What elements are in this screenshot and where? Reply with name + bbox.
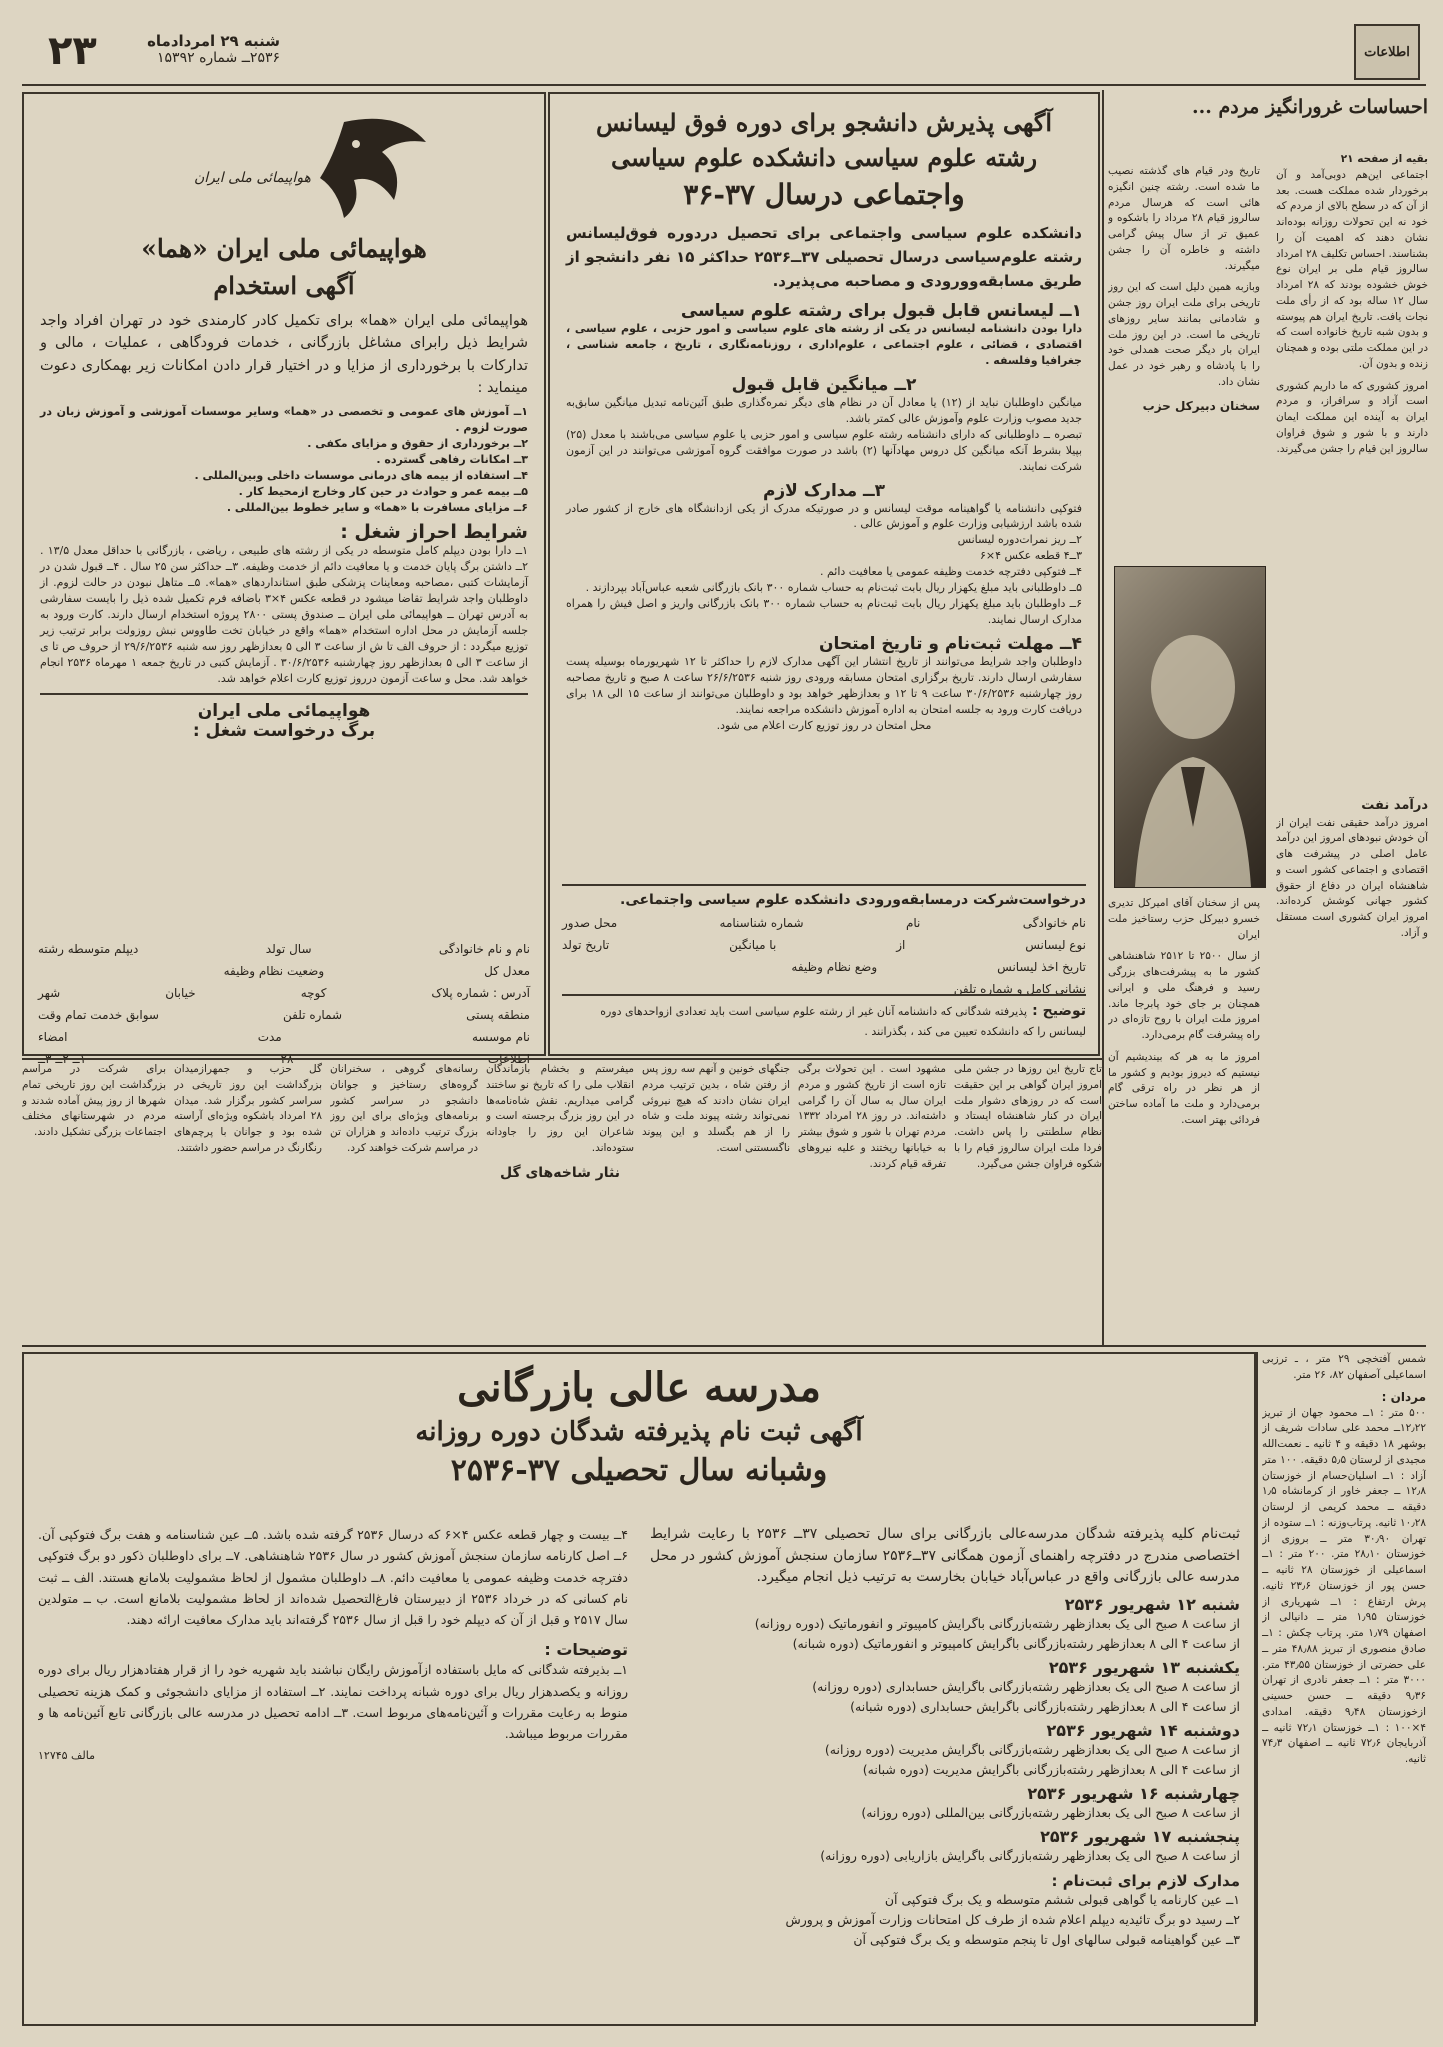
list-item: ۵ــ بیمه عمر و حوادث در حین کار وخارج ازمحیط کار . [238, 484, 528, 498]
commerce-left-col [38, 1524, 628, 2014]
airline-title: هواپیمائی ملی ایران «هما» [141, 234, 427, 263]
ad-politics-s3-title: ۳ــ مدارک لازم [762, 480, 886, 501]
list-item: ۶ــ داوطلبان باید مبلغ یکهزار ریال بابت ثبت‌نام به حساب شماره ۳۰۰ بانک بازرگانی واریز و اصل فیش را همراه مدارک ارسال نمایند. [566, 597, 1082, 627]
list-item: ۲ــ ریز نمرات‌دوره لیسانس [957, 533, 1082, 547]
schedule-day: شنبه ۱۲ شهریور ۲۵۳۶ از ساعت ۸ صبح الی یک بعدازظهر رشته‌بازرگانی باگرایش کامپیوتر و انفورماتیک (دوره روزانه) از ساعت ۴ الی ۸ بعدازظهر رشته‌بازرگانی باگرایش کامپیوتر و انفورماتیک (دوره شبانه) [754, 1595, 1240, 1652]
ad-politics-s1-body: دارا بودن دانشنامه لیسانس در یکی از رشته های علوم سیاسی و امور حزبی ، علوم سیاسی ، اقتصادی ، قضائی ، علوم اجتماعی ، علوم‌اداری ، روزنامه‌نگاری ، تاریخ ، جامعه شناسی ، جغرافیا وفلسفه . [566, 322, 1082, 367]
commerce-intro: ثبت‌نام کلیه پذیرفته شدگان مدرسه‌عالی بازرگانی برای سال تحصیلی ۳۷ــ ۲۵۳۶ با رعایت شرایط اختصاصی مندرج در دفترچه راهنمای آزمون همگانی ۳۷ــ۲۵۳۶ سازمان سنجش آموزش کشور در محل مدرسه عالی بازرگانی واقع در عباس‌آباد خیابان بخارست به ترتیب ذیل انجام میگیرد. [650, 1526, 1240, 1586]
commerce-subtitle-1: آگهی ثبت نام پذیرفته شدگان دوره روزانه [415, 1417, 863, 1447]
commerce-school-ad [22, 1352, 1256, 2026]
form-row: نشانی کامل و شماره تلفن [953, 982, 1086, 996]
news-column: گل حزب و جمهرازمیدان بزرگداشت این روز تاریخی در سراسر کشور برگزار شد. میدان ۲۸ امرداد باشکوه ویژه‌ای آراسته شده بود و جوانان با پرچم‌های رنگارنگ در مراسم حضور داشتند. [174, 1063, 322, 1154]
airline-ad [22, 92, 546, 1056]
list-item: ۳ــ امکانات رفاهی گسترده . [376, 452, 528, 466]
issue-line: ۲۵۳۶ــ شماره ۱۵۳۹۲ [157, 50, 280, 66]
political-science-ad [548, 92, 1100, 1056]
page-header [40, 24, 1420, 82]
sidebar-body-b: تاریخ ودر قیام های گذشته نصیب ما شده است. رشته چنین انگیزه هائی است که هرسال مردم سالروز قیام ۲۸ مرداد را باشکوه و عمیق تر از سال پیش گرامی داشته و خاطره آن را جشن میگیرند. [1108, 165, 1260, 272]
form-row: نام و نام خانوادگی سال تولد دیپلم متوسطه رشته [38, 942, 530, 956]
airline-req-title: شرایط احراز شغل : [340, 521, 528, 544]
airline-benefits [40, 404, 528, 516]
news-column: مشهود است . این تحولات برگی تازه است از تاریخ کشور و مردم ایران سال به سال آن را گرامی داشته‌اند. در روز ۲۸ امرداد ۱۳۳۲ مردم تهران با شور و شوق بیشتر به خیابانها ریختند و علیه نیروهای تفرقه قیام کردند. [798, 1063, 946, 1170]
commerce-notes-title: توضیحات : [544, 1640, 628, 1660]
airline-form [38, 934, 530, 1044]
list-item: ۳ــ عین گواهینامه قبولی سالهای اول تا پنجم متوسطه و یک برگ فتوکپی آن [853, 1932, 1240, 1948]
airline-divider [40, 693, 528, 695]
commerce-docs-title: مدارک لازم برای ثبت‌نام : [1051, 1872, 1240, 1891]
list-item: ۱ــ آموزش های عمومی و تخصصی در «هما» وسایر موسسات آموزشی و آموزش زبان در صورت لزوم . [40, 404, 528, 434]
sidebar-col-right-2 [1276, 796, 1428, 1346]
photo-caption: پس از سخنان آقای امیرکل تدیری خسرو دبیرکل حزب رستاخیز ملت ایران [1108, 897, 1260, 941]
news-column: جنگهای خونین و آنهم سه روز پس از رفتن شاه ، بدین ترتیب مردم ایران نشان دادند که هیچ نیروئی نمی‌تواند رشته پیوند ملت و شاه را از هم بگسلد و این پیوند ناگسستنی است. [642, 1063, 790, 1154]
portrait-icon [1115, 567, 1265, 887]
ad-politics-form-title: درخواست‌شرکت درمسابقه‌ورودی دانشکده علوم سیاسی واجتماعی. [620, 892, 1086, 908]
news-column: رسانه‌های گروهی ، سخنرانان گروه‌های رستاخیز و جوانان دانشجو در سراسر کشور برنامه‌های ویژه‌ای برای این روز بزرگ ترتیب داده‌اند و هزاران تن در مراسم شرکت خواهند کرد. [330, 1063, 478, 1154]
form-row: نوع لیسانس از با میانگین تاریخ تولد [562, 938, 1086, 952]
speaker-photo [1114, 566, 1266, 888]
airline-requirements: ۱ــ دارا بودن دیپلم کامل متوسطه در یکی از رشته های طبیعی ، ریاضی ، بازرگانی با حداقل معدل ۱۳/۵ . ۲ــ داشتن برگ پایان خدمت و یا معافیت دائم از خدمت وظیفه. ۳ــ حداکثر سن ۲۵ سال . ۴ــ قبول شدن در آزمایشات کتبی ،مصاحبه ومعاینات پزشکی طبق استانداردهای «هما». ۵ــ متاهل نبودن در حالت لزوم. از داوطلبان واجد شرایط تقاضا میشود در قطعه عکس ۴×۳ باضافه فرم تکمیل شده ذیل را بایست سفارشی به آدرس تهران ــ هواپیمائی ملی ایران ــ صندوق پستی ۲۸۰۰ پروژه استخدام ارسال دارند. کارت ورود به جلسه آزمایش در محل اداره استخدام «هما» واقع در خیابان تخت طاووس نبش روزولت برابر ترتیب زیر توزیع میگردد : از حروف الف تا ش از ساعت ۳ الی ۵ بعدازظهر روز سه شنبه ۲۹/۶/۲۵۳۶ از حروف ص تا ی از ساعت ۳ الی ۵ بعدازظهر روز چهارشنبه ۳۰/۶/۲۵۳۶ . آزمایش کتبی در تاریخ جمعه ۱ مهرماه ۲۵۳۶ انجام خواهد شد. محل و ساعت آزمون درروز توزیع کارت اعلام خواهد شد. [40, 544, 529, 685]
commerce-right-col [650, 1524, 1240, 2014]
issue-info [40, 28, 280, 78]
homa-logo [194, 104, 434, 224]
header-rule [22, 84, 1426, 86]
news-col-title: نثار شاخه‌های گل [499, 1164, 621, 1181]
form-row: معدل کل وضعیت نظام وظیفه [223, 964, 530, 978]
ad-politics-s2-body: میانگین داوطلبان نباید از (۱۲) یا معادل آن در نظام های دیگر نمره‌گذاری طبق آئین‌نامه تبدیل میانگین سابق‌به جدید مصوب وزارت علوم وآموزش عالی کمتر باشد. [566, 395, 1082, 425]
sports-title: مردان : [1381, 1389, 1426, 1404]
news-column: تاج تاریخ این روزها در جشن ملی امروز ایران گواهی بر این حقیقت است که در روزهای دشوار ملت ایران در کنار شاهنشاه ایستاد و نظام سلطنتی را پاس داشت. فردا ملت ایران سالروز قیام را با شکوه فراوان جشن می‌گیرد. [954, 1063, 1102, 1170]
homa-bird-icon [194, 104, 434, 224]
sports-top: شمس آفتخچی ۲۹ متر ، ـ ترزبی اسماعیلی آصفهان ۸۲، ۲۶ متر. [1262, 1353, 1426, 1381]
sidebar-col-right [1276, 152, 1428, 792]
commerce-ref: مالف ۱۲۷۴۵ [38, 1749, 96, 1763]
date-line: شنبه ۲۹ امردادماه [147, 32, 280, 50]
commerce-notes: ۱ــ بذیرفته شدگانی که مایل باستفاده ازآموزش رایگان نباشند باید شهریه خود را از قرار هفتادهزار ریال برای دوره روزانه و یکصدهزار ریال برای دوره شبانه پرداخت نمایند. ۲ــ استفاده از مزایای دانشجوئی و کمک هزینه تحصیلی منوط به رعایت مقررات و آئین‌نامه‌های مربوط است. ۳ــ ادامه تحصیل در مدرسه عالی بازرگانی تابع آئین‌نامه ها و مقررات مربوط میباشد. [38, 1662, 628, 1741]
author-caption: سخنان دبیرکل حزب [1142, 398, 1260, 413]
sidebar-body-d: از سال ۲۵۰۰ تا ۲۵۱۲ شاهنشاهی کشور ما به پیشرفت‌های بزرگی رسید و فرهنگ ملی و ایرانی همچنان بر جای خود پابرجا ماند. امروز ملت ایران با روح تازه‌ای در راه پیشرفت گام برمی‌دارد. [1108, 950, 1260, 1041]
ad-politics-exam-place: محل امتحان در روز توزیع کارت اعلام می شود. [716, 718, 932, 732]
logo-caption: هواپیمائی ملی ایران [194, 170, 311, 186]
sidebar-body-a: اجتماعی این‌هم دوبی‌آمد و آن برخوردار شده مملکت هست. بعد از آن که در سطح بالای از مردم که خود نه این تحولات روزانه بوده‌اند نشان دهند که اهمیت آن را بشناسند. احساس تکلیف ۲۸ امرداد سالروز قیام ملی بر ایران نوع خوش خشوده بودند که ۲۸ امرداد سال ۱۲ ساله بود که از رأی ملت نجات یافت. تاریخ ایران هم پیوسته و بدون شبه تاریخ خانواده است که در این مملکت ملتی بوده و همچنان زنده و بدون آن. [1276, 168, 1428, 370]
ad-politics-intro: دانشکده علوم سیاسی واجتماعی برای تحصیل دردوره فوق‌لیسانس رشته علوم‌سیاسی درسال تحصیلی ۳۷ــ۲۵۳۶ حداکثر ۱۵ نفر دانشجو از طریق مسابقه‌وورودی و مصاحبه می‌پذیرد. [566, 224, 1082, 290]
strip-bottom-rule [22, 1345, 1426, 1347]
news-column: برای شرکت در مراسم بزرگداشت این روز تاریخی تمام شهرها از روز پیش آماده شدند و مردم در شهرستانهای مختلف اجتماعات بزرگی تشکیل دادند. [22, 1063, 166, 1138]
ad-politics-s2-title: ۲ــ میانگین قابل قبول [731, 374, 917, 395]
list-item: ۲ــ رسید دو برگ تائیدیه دیپلم اعلام شده از طرف کل امتحانات وزارت آموزش و پرورش [785, 1912, 1240, 1928]
sidebar-col-left-2 [1108, 896, 1260, 1346]
news-column: میفرستم و بخشام بازماندگان انقلاب ملی را که تاریخ نو ساختند گرامی میداریم. نقش شاه‌نامه‌ها در این روز بزرگ برجسته است و شاعران این روز را جاودانه ستوده‌اند. نثار شاخه‌های گل [486, 1062, 634, 1334]
ad-politics-s2-note: تبصره ــ داوطلبانی که دارای دانشنامه رشته علوم سیاسی و امور حزبی یا علوم سیاسی می‌باشند با معدل (۲۵) بپیلا بشرط آنکه میانگین کل دروس مهادآنها (۲) باشد در صورت موافقت گروه آموزشی می‌توانند در این آزمون شرکت نمایند. [566, 427, 1083, 473]
schedule-day: یکشنبه ۱۳ شهریور ۲۵۳۶ از ساعت ۸ صبح الی یک بعدازظهر رشته‌بازرگانی باگرایش حسابداری (دوره روزانه) از ساعت ۴ الی ۸ بعدازظهر رشته‌بازرگانی باگرایش حسابداری (دوره شبانه) [812, 1658, 1240, 1715]
commerce-left-items: ۴ــ بیست و چهار قطعه عکس ۴×۶ که درسال ۲۵۳۶ گرفته شده باشد. ۵ــ عین شناسنامه و هفت برگ فتوکپی آن. ۶ــ اصل کارنامه سازمان سنجش آموزش کشور در سال ۲۵۳۶ شاهنشاهی. ۷ــ برای داوطلبان ذکور دو برگ فتوکپی دفترچه خدمت وظیفه عمومی یا معافیت دائم. ۸ــ داوطلبان مشمول از لحاظ مشمولیت بلامانع هستند. الف ــ ثبت نام کسانی که در خرداد ۲۵۳۶ از دبیرستان فارغ‌التحصیل شده‌اند از لحاظ مشمولیت بلامانع است. ب ــ متولدین سال ۲۵۱۷ و قبل از آن که دیپلم خود را قبل از سال ۲۵۳۶ گرفته‌اند باید مدارک معافیت ارائه دهند. [38, 1527, 628, 1627]
schedule-day: دوشنبه ۱۴ شهریور ۲۵۳۶ از ساعت ۸ صبح الی یک بعدازظهر رشته‌بازرگانی باگرایش مدیریت (دوره روزانه) از ساعت ۴ الی ۸ بعدازظهر رشته‌بازرگانی باگرایش مدیریت (دوره شبانه) [824, 1721, 1240, 1778]
list-item: ۶ــ مزایای مسافرت با «هما» و سایر خطوط بین‌المللی . [226, 500, 528, 514]
sidebar-body-c: وبازبه همین دلیل است که این روز تاریخی برای ملت ایران روز جشن و شادمانی بمانند سایر روزهای تاریخی ما است. در این روز ملت ایران بار دیگر صحت همدلی خود را با پادشاه و رهبر خود در عمل نشان داد. [1108, 281, 1260, 388]
list-item: ۴ــ فتوکپی دفترچه خدمت وظیفه عمومی یا معافیت دائم . [819, 565, 1082, 579]
sidebar-body-g: امروز ما به هر که بیندیشیم آن نیستیم که دیروز بودیم و کشور ما از هر نظر در راه ترقی گام برمی‌دارد و ملت ما آماده ساختن فردائی بهتر است. [1108, 1050, 1260, 1126]
list-item: ۳ــ۴ قطعه عکس ۴×۶ [980, 549, 1082, 563]
list-item: ۴ــ استفاده از بیمه های درمانی موسسات داخلی وبین‌المللی . [194, 468, 528, 482]
ad-politics-title: آگهی پذیرش دانشجو برای دوره فوق لیسانس رشته علوم سیاسی دانشکده علوم سیاسی واجتماعی درسال ۳۷-۳۶ [596, 108, 1052, 211]
airline-subtitle: آگهی استخدام [213, 271, 355, 300]
schedule-day: چهارشنبه ۱۶ شهریور ۲۵۳۶ از ساعت ۸ صبح الی یک بعدازظهر رشته‌بازرگانی بین‌المللی (دوره روزانه) [861, 1784, 1240, 1821]
sidebar-col-left [1108, 164, 1260, 564]
ad-politics-form [562, 884, 1086, 996]
sidebar-body-e: امروز کشوری که ما داریم کشوری است آزاد و سرافراز، و مردم ایران به آینده این مملکت ایمان دارند و با شور و شوق فراوان سالروز این قیام را جشن می‌گیرند. [1276, 379, 1428, 455]
news-strip [22, 1062, 1102, 1342]
ad-politics-s4-title: ۴ــ مهلت ثبت‌نام و تاریخ امتحان [818, 634, 1082, 654]
ad-politics-s3-list [566, 501, 1082, 629]
form-row: منطقه پستی شماره تلفن سوابق خدمت تمام وقت [38, 1008, 530, 1022]
commerce-title: مدرسه عالی بازرگانی [457, 1364, 821, 1411]
sports-body: ۵۰۰ متر : ۱ــ محمود جهان از تبریز ۱۲٫۲۲ــ محمد علی سادات شریف از بوشهر ۱۸ دقیقه و ۴ ثانیه ـ نعمت‌الله مجیدی از لرستان ۵٫۵ دقیقه. ۱۰۰ متر آزاد : ۱ــ اسلیان‌حسام از خوزستان ۱۲٫۸ ــ جعفر خاور از کرمانشاه ۱٫۵ دقیقه ــ محمد کریمی از لرستان ۱۰٫۲۸ ثانیه. پرتاب‌وزنه : ۱ــ ستوده از تهران ۳۰٫۹۰ متر ــ بروزی از خوزستان ۲۸٫۱۰ متر. ۲۰۰ متر : ۱ــ اسماعیلی از خوزستان ۲۸ ثانیه ــ حسن پور از خوزستان ۲۳٫۶ ثانیه. پرش ارتفاع : ۱ــ شهریاری از خوزستان ۱٫۹۵ متر ــ دانیالی از اصفهان ۱٫۷۹ متر. پرتاب چکش : ۱ــ صادق منصوری از تبریز ۴۸٫۸۸ متر ــ علی حضرتی از خوزستان ۴۳٫۵۵ متر. ۳۰۰۰ متر : ۱ــ جعفر نادری از تهران ۹٫۳۶ دقیقه ــ حسن حسینی ازخوزستان ۹٫۴۸ دقیقه. امدادی ۴×۱۰۰ : ۱ــ خوزستان ۷۲٫۱ ثانیه ــ آذربایجان ۷۲٫۶ ثانیه ــ اصفهان ۷۴٫۳ ثانیه. [1262, 1406, 1426, 1765]
bottom-right-divider [1256, 1352, 1258, 2022]
airline-form-title: برگ درخواست شغل : [192, 720, 376, 741]
sports-results [1262, 1352, 1426, 2022]
ad-politics-note: توضیح : پذیرفته شدگانی که دانشنامه آنان غیر از رشته علوم سیاسی است باید تعدادی ازواحدهای دوره لیسانس را که دانشکده تعیین می کند ، بگذرانند . [562, 994, 1086, 1050]
schedule-day: پنجشنبه ۱۷ شهریور ۲۵۳۶ از ساعت ۸ صبح الی یک بعدازظهر رشته‌بازرگانی باگرایش بازاریابی (دوره روزانه) [820, 1827, 1240, 1864]
list-item: ۲ــ برخورداری از حقوق و مزایای مکفی . [307, 436, 528, 450]
list-item: فتوکپی دانشنامه یا گواهینامه موقت لیسانس و در صورتیکه مدرک از یکی ازدانشگاه های خارج از کشور صادر شده باشد ارزشیابی وزارت علوم و آموزش عالی . [566, 501, 1082, 531]
strip-top-rule [22, 1058, 1102, 1060]
form-row: آدرس : شماره پلاک کوچه خیابان شهر [38, 986, 530, 1000]
form-row: نام موسسه مدت امضاء [38, 1030, 530, 1044]
list-item: ۵ــ داوطلبانی باید مبلغ یکهزار ریال بابت ثبت‌نام به حساب شماره ۳۰۰ بانک بازرگانی شعبه عباس‌آباد بپردازند . [585, 581, 1082, 595]
list-item: ۱ــ عین کارنامه یا گواهی قبولی ششم متوسطه و یک برگ فتوکپی آن [884, 1892, 1240, 1908]
sidebar-divider [1102, 90, 1104, 1345]
sidebar-section2-title: درآمد نفت [1361, 798, 1428, 813]
page-number: ۲۳ [48, 28, 97, 74]
newspaper-logo [1354, 24, 1420, 80]
commerce-subtitle-2: وشبانه سال تحصیلی ۳۷-۲۵۳۶ [450, 1453, 828, 1488]
form-row: نام خانوادگی نام شماره شناسنامه محل صدور [562, 916, 1086, 930]
sidebar-title: احساسات غرورانگیز مردم ... [1192, 96, 1428, 118]
airline-form-org: هواپیمائی ملی ایران [197, 700, 371, 721]
form-row: تاریخ اخذ لیسانس وضع نظام وظیفه [791, 960, 1086, 974]
logo-text: اطلاعات [1364, 44, 1410, 60]
sidebar-body-f: امروز درآمد حقیقی نفت ایران از آن خودش نبودهای امروز این درآمد عامل اصلی در پیشرفت های اقتصادی و اجتماعی کشور است و شاهنشاه ایران در دفاع از حقوق کشور جهانی کوشش کرده‌اند. امروز ایران کشوری است مستقل و آزاد. [1276, 816, 1428, 939]
airline-intro: هواپیمائی ملی ایران «هما» برای تکمیل کادر کارمندی خود در تهران افراد واجد شرایط ذیل رابرای مشاغل بازرگانی ، خدمات فرودگاهی ، عملیات ، مالی و تدارکات با برخورداری از مزایا و در اختیار قرار دادن امکانات زیر بهمکاری دعوت مینماید : [40, 313, 528, 397]
ad-politics-s1-title: ۱ــ لیسانس قابل قبول برای رشته علوم سیاسی [680, 301, 1082, 321]
commerce-schedule [650, 1595, 1240, 1866]
sidebar-continued: بقیه از صفحه ۲۱ [1340, 153, 1428, 165]
sidebar-article [1108, 96, 1428, 1346]
ad-politics-s4-body: داوطلبان واجد شرایط می‌توانند از تاریخ انتشار این آگهی مدارک لازم را حداکثر تا ۱۲ شهریورماه بوسیله پست سفارشی ارسال دارند. تاریخ برگزاری امتحان مسابقه ورودی روز شنبه ۲۶/۶/۲۵۳۶ ساعت ۸ صبح و تاریخ مصاحبه روز چهارشنبه ۳۰/۶/۲۵۳۶ ساعت ۹ تا ۱۲ و بعدازظهر خواهد بود و داوطلبان می‌توانند از ساعت ۱۵ الی ۱۸ برای دریافت کارت ورود به جلسه امتحان به اداره آموزش دانشکده مراجعه نمایند. [566, 655, 1083, 716]
